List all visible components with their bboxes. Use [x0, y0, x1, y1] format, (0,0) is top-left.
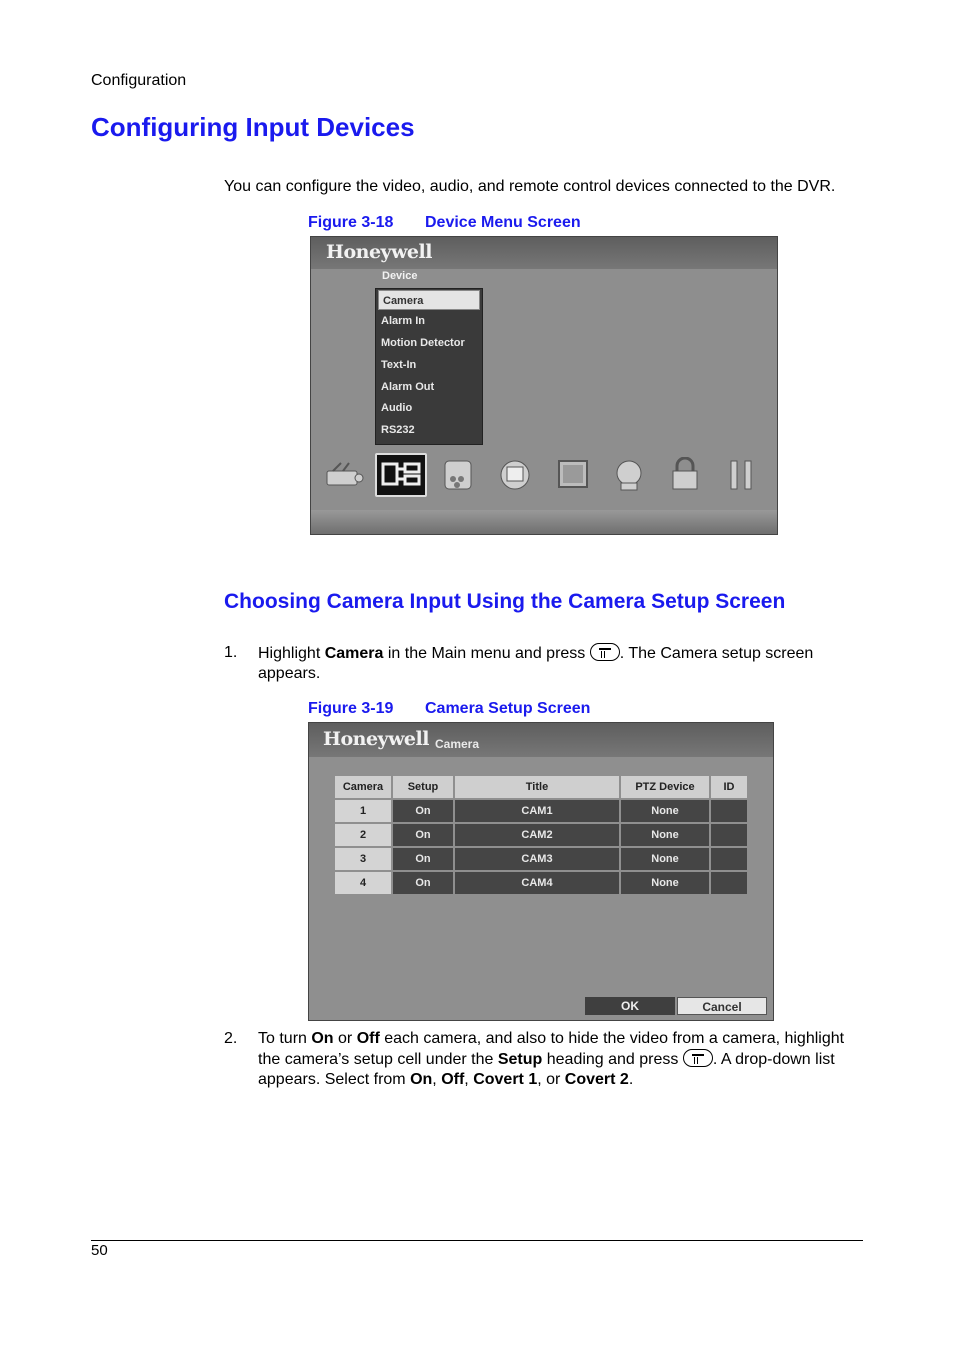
- enter-button-icon: [683, 1049, 713, 1067]
- step-2-text-b: or: [333, 1030, 357, 1047]
- step-2-bold-on: On: [311, 1030, 334, 1047]
- menu-item-camera[interactable]: Camera: [378, 290, 480, 310]
- tools-icon[interactable]: [721, 457, 761, 493]
- step-1-text: [258, 643, 864, 684]
- step-1-text-c: . The Camera setup screen appears.: [258, 645, 814, 682]
- step-2-bold-setup: Setup: [497, 1051, 543, 1068]
- display-icon[interactable]: [553, 457, 593, 493]
- step-2-text-i: .: [628, 1071, 634, 1088]
- intro-paragraph: You can configure the video, audio, and remote control devices connected to the DVR.: [224, 178, 836, 195]
- menu-item-rs232[interactable]: RS232: [381, 424, 415, 436]
- screen-status-bar: [311, 510, 777, 534]
- event-icon[interactable]: [495, 457, 535, 493]
- table-cell-setup[interactable]: On: [393, 848, 453, 870]
- step-2-text-h: , or: [537, 1071, 565, 1088]
- step-2-bold-option-covert-1: Covert 1: [473, 1071, 538, 1088]
- step-2-bold-option-on: On: [410, 1071, 433, 1088]
- column-header-camera: Camera: [335, 776, 391, 798]
- screen-name: Camera: [435, 737, 480, 751]
- step-2: [224, 1029, 864, 1090]
- step-1-number: 1.: [224, 644, 238, 661]
- step-2-text-a: To turn: [258, 1030, 312, 1047]
- running-head: Configuration: [91, 72, 187, 89]
- table-cell-setup[interactable]: On: [393, 872, 453, 894]
- table-cell-camera: 2: [335, 824, 391, 846]
- step-2-text-f: ,: [432, 1071, 442, 1088]
- device-icon[interactable]: [375, 453, 427, 497]
- device-icon-glyph: [377, 455, 425, 495]
- brand-logo: Honeywell: [326, 241, 432, 263]
- column-header-title: Title: [455, 776, 619, 798]
- step-2-text-e: . A drop-down list appears. Select from: [258, 1051, 835, 1088]
- figure-2-caption: [308, 700, 590, 718]
- camera-setup-screen: [308, 722, 774, 1021]
- cancel-button[interactable]: Cancel: [677, 997, 767, 1015]
- figure-1-caption: [308, 214, 581, 232]
- step-2-text: [258, 1029, 864, 1090]
- figure-1-number: Figure 3-18: [308, 214, 394, 231]
- table-cell-id[interactable]: [711, 848, 747, 870]
- figure-2-title: Camera Setup Screen: [425, 700, 591, 717]
- table-cell-camera: 3: [335, 848, 391, 870]
- device-menu: [375, 288, 483, 445]
- step-2-text-c: each camera, and also to hide the video from a camera, highlight the camera’s setup cell under the: [258, 1030, 845, 1068]
- table-cell-ptz-device[interactable]: None: [621, 800, 709, 822]
- table-cell-camera: 1: [335, 800, 391, 822]
- step-1: [224, 643, 864, 684]
- step-2-number: 2.: [224, 1030, 238, 1047]
- step-2-bold-off: Off: [356, 1030, 380, 1047]
- schedule-icon[interactable]: [439, 457, 479, 493]
- table-cell-camera: 4: [335, 872, 391, 894]
- enter-button-icon: [590, 643, 620, 661]
- figure-1-title: Device Menu Screen: [425, 214, 581, 231]
- footer-rule: [91, 1240, 863, 1241]
- column-header-id: ID: [711, 776, 747, 798]
- table-cell-title[interactable]: CAM2: [455, 824, 619, 846]
- page-number: 50: [91, 1242, 108, 1259]
- table-cell-title[interactable]: CAM4: [455, 872, 619, 894]
- column-header-setup: Setup: [393, 776, 453, 798]
- table-cell-id[interactable]: [711, 800, 747, 822]
- menu-item-audio[interactable]: Audio: [381, 402, 413, 414]
- step-1-text-b: in the Main menu and press: [383, 645, 590, 662]
- menu-item-alarm-out[interactable]: Alarm Out: [381, 381, 435, 393]
- network-icon[interactable]: [609, 457, 649, 493]
- table-cell-id[interactable]: [711, 872, 747, 894]
- column-header-ptz-device: PTZ Device: [621, 776, 709, 798]
- step-1-text-a: Highlight: [258, 645, 325, 662]
- menu-item-motion-detector[interactable]: Motion Detector: [381, 337, 465, 349]
- ok-button[interactable]: OK: [585, 997, 675, 1015]
- step-2-bold-option-off: Off: [441, 1071, 465, 1088]
- figure-2-number: Figure 3-19: [308, 700, 394, 717]
- table-cell-ptz-device[interactable]: None: [621, 824, 709, 846]
- table-cell-setup[interactable]: On: [393, 800, 453, 822]
- record-setup-icon[interactable]: [325, 457, 365, 493]
- table-cell-title[interactable]: CAM1: [455, 800, 619, 822]
- step-2-text-g: ,: [464, 1071, 474, 1088]
- table-cell-id[interactable]: [711, 824, 747, 846]
- table-cell-ptz-device[interactable]: None: [621, 872, 709, 894]
- step-2-text-d: heading and press: [542, 1051, 683, 1068]
- table-cell-ptz-device[interactable]: None: [621, 848, 709, 870]
- main-menu-icon-row: [311, 449, 777, 499]
- step-2-bold-option-covert-2: Covert 2: [564, 1071, 629, 1088]
- table-cell-setup[interactable]: On: [393, 824, 453, 846]
- menu-item-text-in[interactable]: Text-In: [381, 359, 417, 371]
- table-cell-title[interactable]: CAM3: [455, 848, 619, 870]
- step-1-bold-camera: Camera: [324, 645, 384, 662]
- section-title: Configuring Input Devices: [91, 112, 415, 142]
- device-menu-screen: [310, 236, 778, 535]
- subsection-title: Choosing Camera Input Using the Camera Setup Screen: [224, 590, 786, 613]
- security-icon[interactable]: [665, 457, 705, 493]
- brand-logo: Honeywell: [323, 728, 429, 750]
- menu-title: Device: [382, 270, 418, 282]
- menu-item-alarm-in[interactable]: Alarm In: [381, 315, 426, 327]
